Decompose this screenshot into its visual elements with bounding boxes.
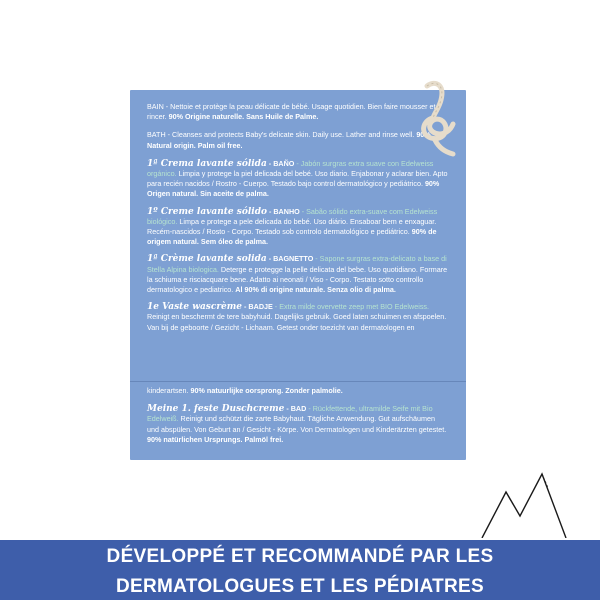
lang-label: - BAÑO [266,158,295,168]
claim-text: Al 90% di origine naturale. Senza olio di palma. [235,285,396,295]
body-text: Reinigt en beschermt de tere babyhuid. Dagelijks gebruik. Goed laten schuimen en afspoelen. Van bij de geboorte / Gezicht - Lichaam. Getest onder toezicht van dermatologen en [147,312,447,332]
lang-label: - BADJE [242,302,273,312]
body-text: Limpia y protege la piel delicada del bebé. Uso diario. Enjabonar y aclarar bien. Apto para recién nacidos / Rostro - Cuerpo. Testado bajo control dermatológico y pediátrico. [147,169,448,189]
package-fold-line [130,381,466,382]
section-es [147,159,448,200]
section-title: Meine 1. feste Duschcreme [147,404,285,415]
claim-text: 90% Origen natural. Sin aceite de palma. [147,179,440,199]
lang-label-fr: BAIN [147,102,164,111]
claim-text: 90% natürlichen Ursprungs. Palmöl frei. [147,434,284,444]
section-de [147,404,448,445]
accent-text: - Rückfettende, ultramilde Seife mit Bio Edelweiß. [147,404,433,424]
section-title: 1ª Crème lavante solida [147,254,267,265]
body-text-fr: - Nettoie et protège la peau délicate de bébé. Usage quotidien. Bien faire mousser et rincer. [147,102,436,122]
section-nl [147,302,448,333]
text-fr [147,102,448,122]
text-nl-continued [147,386,448,396]
claim-text: 90% de origem natural. Sem óleo de palma. [147,227,437,247]
body-text: Reinigt und schützt die zarte Babyhaut. Tägliche Anwendung. Gut aufschäumen und abspülen. Von Geburt an / Gesicht - Körpe. Von Dermatologen und Kinderärzten getestet. [147,414,447,434]
mountain-logo-icon [478,470,568,538]
lang-label: - BAD [284,404,307,414]
package-lower-panel [147,386,448,452]
banner-line-1: DÉVELOPPÉ ET RECOMMANDÉ PAR LES [106,546,494,567]
claim-text: 90% natuurlijke oorsprong. Zonder palmolie. [190,386,343,395]
banner-line-2: DERMATOLOGUES ET LES PÉDIATRES [116,576,484,597]
accent-text: - Extra milde overvette zeep met BIO Edelweiss. [272,302,430,312]
accent-text: - Sabão sólido extra-suave com Edelweiss biológico. [147,206,438,226]
claim-en: 90% Natural origin. Palm oil free. [147,130,431,150]
body-text: Deterge e protegge la pelle delicata del bebe. Uso quotidiano. Formare la schiuma e risciacquare bene. Adatto ai neonati / Viso - Corpo. Testato sotto controllo dermatologico e pediatrico. [147,264,448,295]
accent-text: - Jabón surgras extra suave con Edelweiss orgánico. [147,158,434,179]
body-text-en: - Cleanses and protects Baby's delicate skin. Daily use. Lather and rinse well. [165,130,417,140]
body-text: Limpa e protege a pele delicada do bebé. Uso diário. Ensaboar bem e enxaguar. Recém-nascidos / Rosto - Corpo. Testado sob controlo dermatológico e pediátrico. [147,216,437,237]
claim-fr: 90% Origine naturelle. Sans Huile de Palme. [168,112,319,122]
section-title: 1ª Crema lavante sólida [147,158,267,169]
claim-banner [0,540,600,600]
lang-label-en: BATH [147,130,166,140]
body-text: kinderartsen. [147,386,191,395]
accent-text: - Sapone surgras extra-delicato a base di Stella Alpina biologica. [147,254,447,274]
section-title: 1e Vaste wascrème [147,302,243,313]
text-en [147,130,448,150]
lang-label: - BAGNETTO [266,254,314,264]
section-it [147,254,448,295]
section-title: 1º Creme lavante sólido [147,206,267,217]
section-pt [147,207,448,248]
lang-label: - BANHO [266,206,300,216]
rope-knot-icon [405,78,465,168]
